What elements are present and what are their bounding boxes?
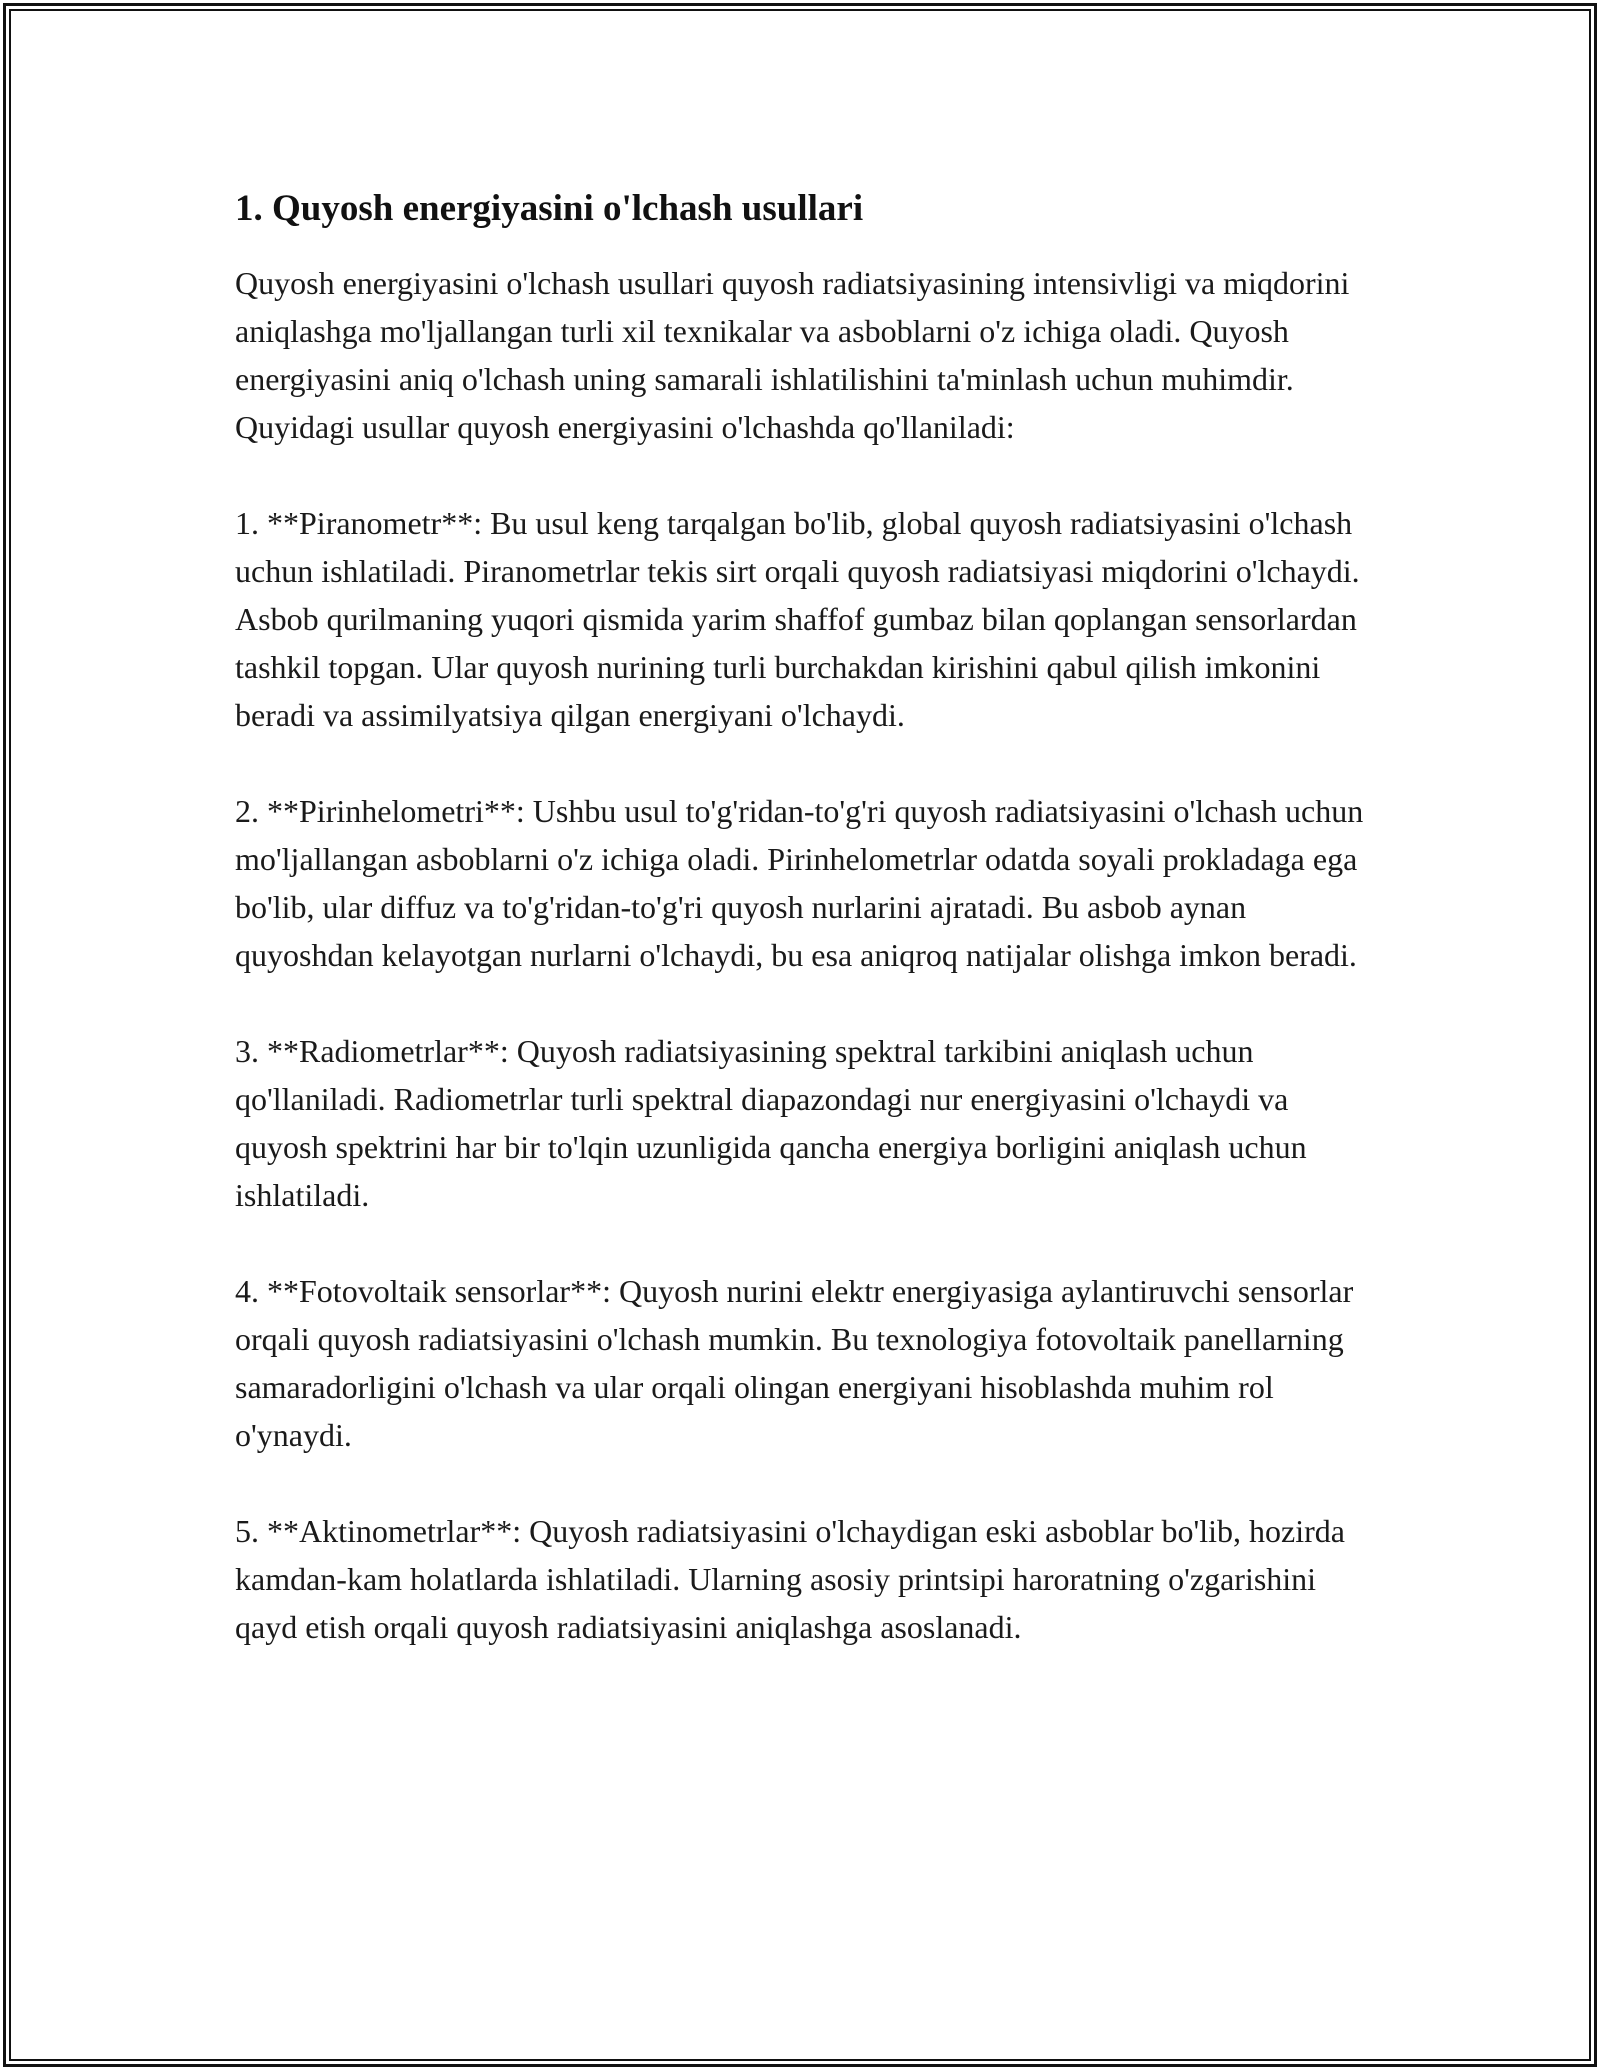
paragraph-fotovoltaik-sensorlar: 4. **Fotovoltaik sensorlar**: Quyosh nurini elektr energiyasiga aylantiruvchi sensorlar orqali quyosh radiatsiyasini o'lchash mumkin. Bu texnologiya fotovoltaik panellarning samaradorligini o'lchash va ular orqali olingan energiyani hisoblashda muhim rol o'ynaydi. xyxy=(235,1273,1354,1454)
section-title: 1. Quyosh energiyasini o'lchash usullari xyxy=(235,188,864,229)
paragraph-pirinhelometri: 2. **Pirinhelometri**: Ushbu usul to'g'ridan-to'g'ri quyosh radiatsiyasini o'lchash uchun mo'ljallangan asboblarni o'z ichiga oladi. Pirinhelometrlar odatda soyali prokladaga ega bo'lib, ular diffuz va to'g'ridan-to'g'ri quyosh nurlarini ajratadi. Bu asbob aynan quyoshdan kelayotgan nurlarni o'lchaydi, bu esa aniqroq natijalar olishga imkon beradi. xyxy=(235,793,1364,974)
paragraph-radiometrlar: 3. **Radiometrlar**: Quyosh radiatsiyasining spektral tarkibini aniqlash uchun qo'llaniladi. Radiometrlar turli spektral diapazondagi nur energiyasini o'lchaydi va quyosh spektrini har bir to'lqin uzunligida qancha energiya borligini aniqlash uchun ishlatiladi. xyxy=(235,1033,1307,1214)
paragraph-piranometr: 1. **Piranometr**: Bu usul keng tarqalgan bo'lib, global quyosh radiatsiyasini o'lchash uchun ishlatiladi. Piranometrlar tekis sirt orqali quyosh radiatsiyasi miqdorini o'lchaydi. Asbob qurilmaning yuqori qismida yarim shaffof gumbaz bilan qoplangan sensorlardan tashkil topgan. Ular quyosh nurining turli burchakdan kirishini qabul qilish imkonini beradi va assimilyatsiya qilgan energiyani o'lchaydi. xyxy=(235,505,1360,734)
intro-paragraph: Quyosh energiyasini o'lchash usullari quyosh radiatsiyasining intensivligi va miqdorini aniqlashga mo'ljallangan turli xil texnikalar va asboblarni o'z ichiga oladi. Quyosh energiyasini aniq o'lchash uning samarali ishlatilishini ta'minlash uchun muhimdir. Quyidagi usullar quyosh energiyasini o'lchashda qo'llaniladi: xyxy=(235,265,1350,446)
document-body xyxy=(235,185,1375,1699)
paragraph-aktinometrlar: 5. **Aktinometrlar**: Quyosh radiatsiyasini o'lchaydigan eski asboblar bo'lib, hozirda kamdan-kam holatlarda ishlatiladi. Ularning asosiy printsipi haroratning o'zgarishini qayd etish orqali quyosh radiatsiyasini aniqlashga asoslanadi. xyxy=(235,1513,1345,1646)
